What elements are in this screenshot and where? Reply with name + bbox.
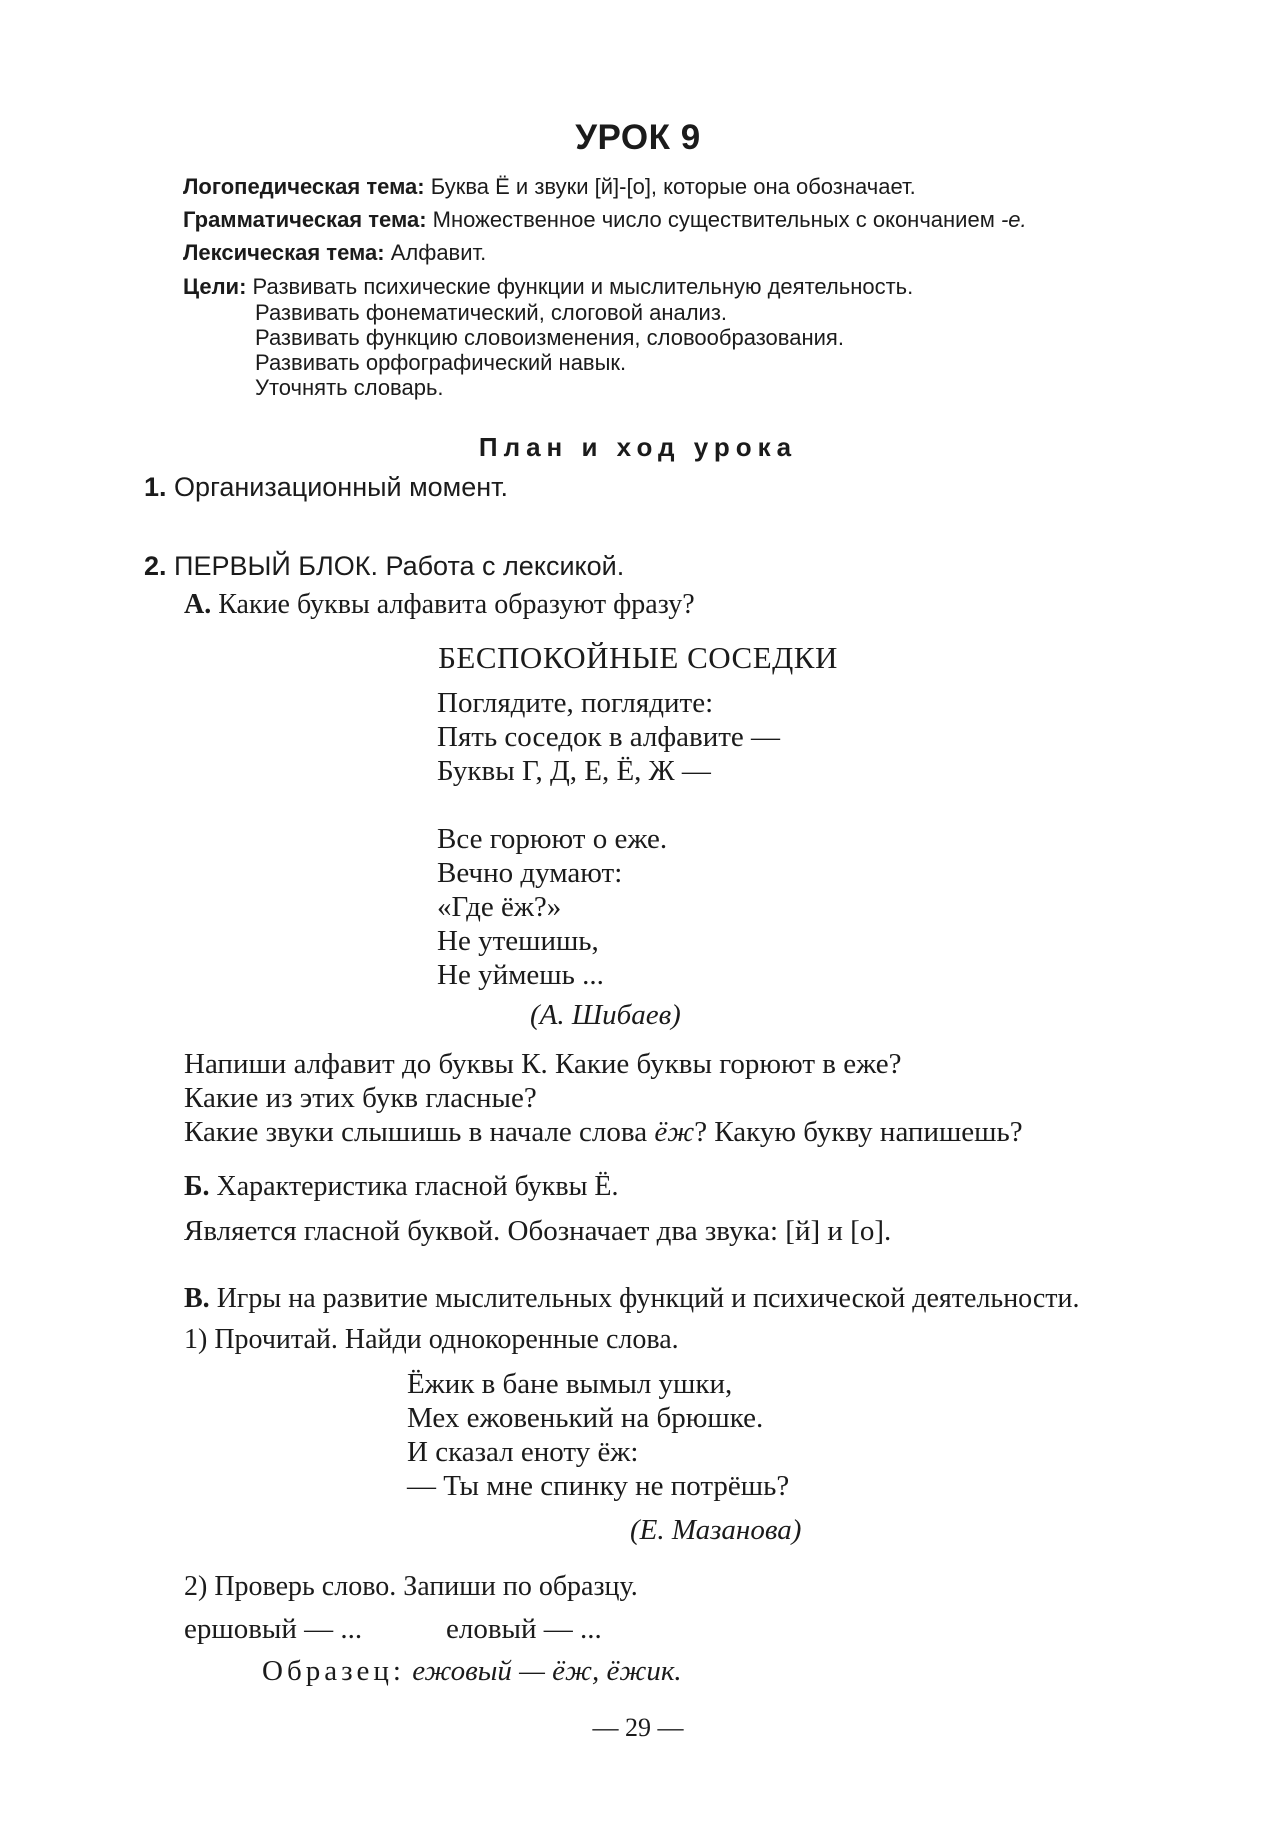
task-line-end: ? Какую букву напишешь? [694,1116,1023,1148]
step-number: 1. [144,472,167,502]
section-v-heading [184,1283,1080,1315]
section-a-question-text: Какие буквы алфавита образуют фразу? [218,589,695,620]
sample [262,1655,682,1688]
verse-line: Ёжик в бане вымыл ушки, [407,1368,733,1400]
word-1: ершовый — ... [184,1613,363,1645]
verse-line: — Ты мне спинку не потрёшь? [407,1470,790,1502]
poem-author: (А. Шибаев) [530,999,681,1031]
verse-author: (Е. Мазанова) [630,1514,802,1546]
section-b-heading-text: Характеристика гласной буквы Ё. [216,1171,619,1202]
goal-item: Развивать психические функции и мыслительную деятельность. [252,274,914,299]
task-line: Напиши алфавит до буквы К. Какие буквы горюют в еже? [184,1048,902,1080]
goal-item: Развивать орфографический навык. [255,350,627,375]
poem-line: Вечно думают: [437,857,623,889]
task-line-word: ёж [654,1116,695,1148]
goals-label: Цели: [183,274,247,299]
step-number: 2. [144,551,167,581]
word-2: еловый — ... [446,1613,602,1645]
lesson-title: УРОК 9 [575,118,701,157]
poem-line: Не утешишь, [437,925,599,957]
step-text: ПЕРВЫЙ БЛОК. Работа с лексикой. [174,551,625,581]
task-line-start: Какие звуки слышишь в начале слова [184,1116,648,1148]
verse-line: И сказал еноту ёж: [407,1436,639,1468]
section-a-letter: А. [184,589,212,620]
grammar-topic-ending: -е. [1000,207,1027,232]
grammar-topic [183,207,1027,233]
goal-item: Развивать функцию словоизменения, словообразования. [255,325,844,350]
goal-item: Развивать фонематический, слоговой анализ. [255,300,728,325]
lexical-topic-text: Алфавит. [390,240,487,265]
speech-topic-label: Логопедическая тема: [183,174,425,199]
poem-title: БЕСПОКОЙНЫЕ СОСЕДКИ [438,640,838,675]
task-1: 1) Прочитай. Найди однокоренные слова. [184,1324,679,1355]
section-a-question [184,589,695,621]
sample-text: ежовый — ёж, ёжик. [412,1655,682,1687]
speech-topic [183,174,916,200]
task-line [184,1116,1023,1149]
lexical-topic [183,240,486,266]
poem-line: Все горюют о еже. [437,823,668,855]
plan-heading: План и ход урока [478,432,798,462]
step-text: Организационный момент. [174,472,509,502]
poem-line: Буквы Г, Д, Е, Ё, Ж — [437,755,711,787]
poem-line: Пять соседок в алфавите — [437,721,781,753]
section-v-letter: В. [184,1283,210,1314]
speech-topic-text: Буква Ё и звуки [й]-[о], которые она обозначает. [430,174,916,199]
section-b-letter: Б. [184,1171,210,1202]
sample-label: Образец: [262,1655,405,1687]
poem-line: Не уймешь ... [437,959,604,991]
goals-first-line [183,274,913,300]
section-v-heading-text: Игры на развитие мыслительных функций и психической деятельности. [216,1283,1080,1314]
lexical-topic-label: Лексическая тема: [183,240,385,265]
task-2: 2) Проверь слово. Запиши по образцу. [184,1571,638,1602]
section-b-text: Является гласной буквой. Обозначает два звука: [й] и [о]. [184,1215,892,1247]
poem-line: Поглядите, поглядите: [437,687,714,719]
page-number: — 29 — [592,1713,684,1742]
step-1 [144,472,508,503]
grammar-topic-label: Грамматическая тема: [183,207,427,232]
task-line: Какие из этих букв гласные? [184,1082,537,1114]
verse-line: Мех ежовенький на брюшке. [407,1402,764,1434]
poem-line: «Где ёж?» [437,891,562,923]
section-b-heading [184,1171,619,1203]
goal-item: Уточнять словарь. [255,375,444,400]
grammar-topic-text: Множественное число существительных с окончанием [432,207,995,232]
step-2 [144,551,624,582]
